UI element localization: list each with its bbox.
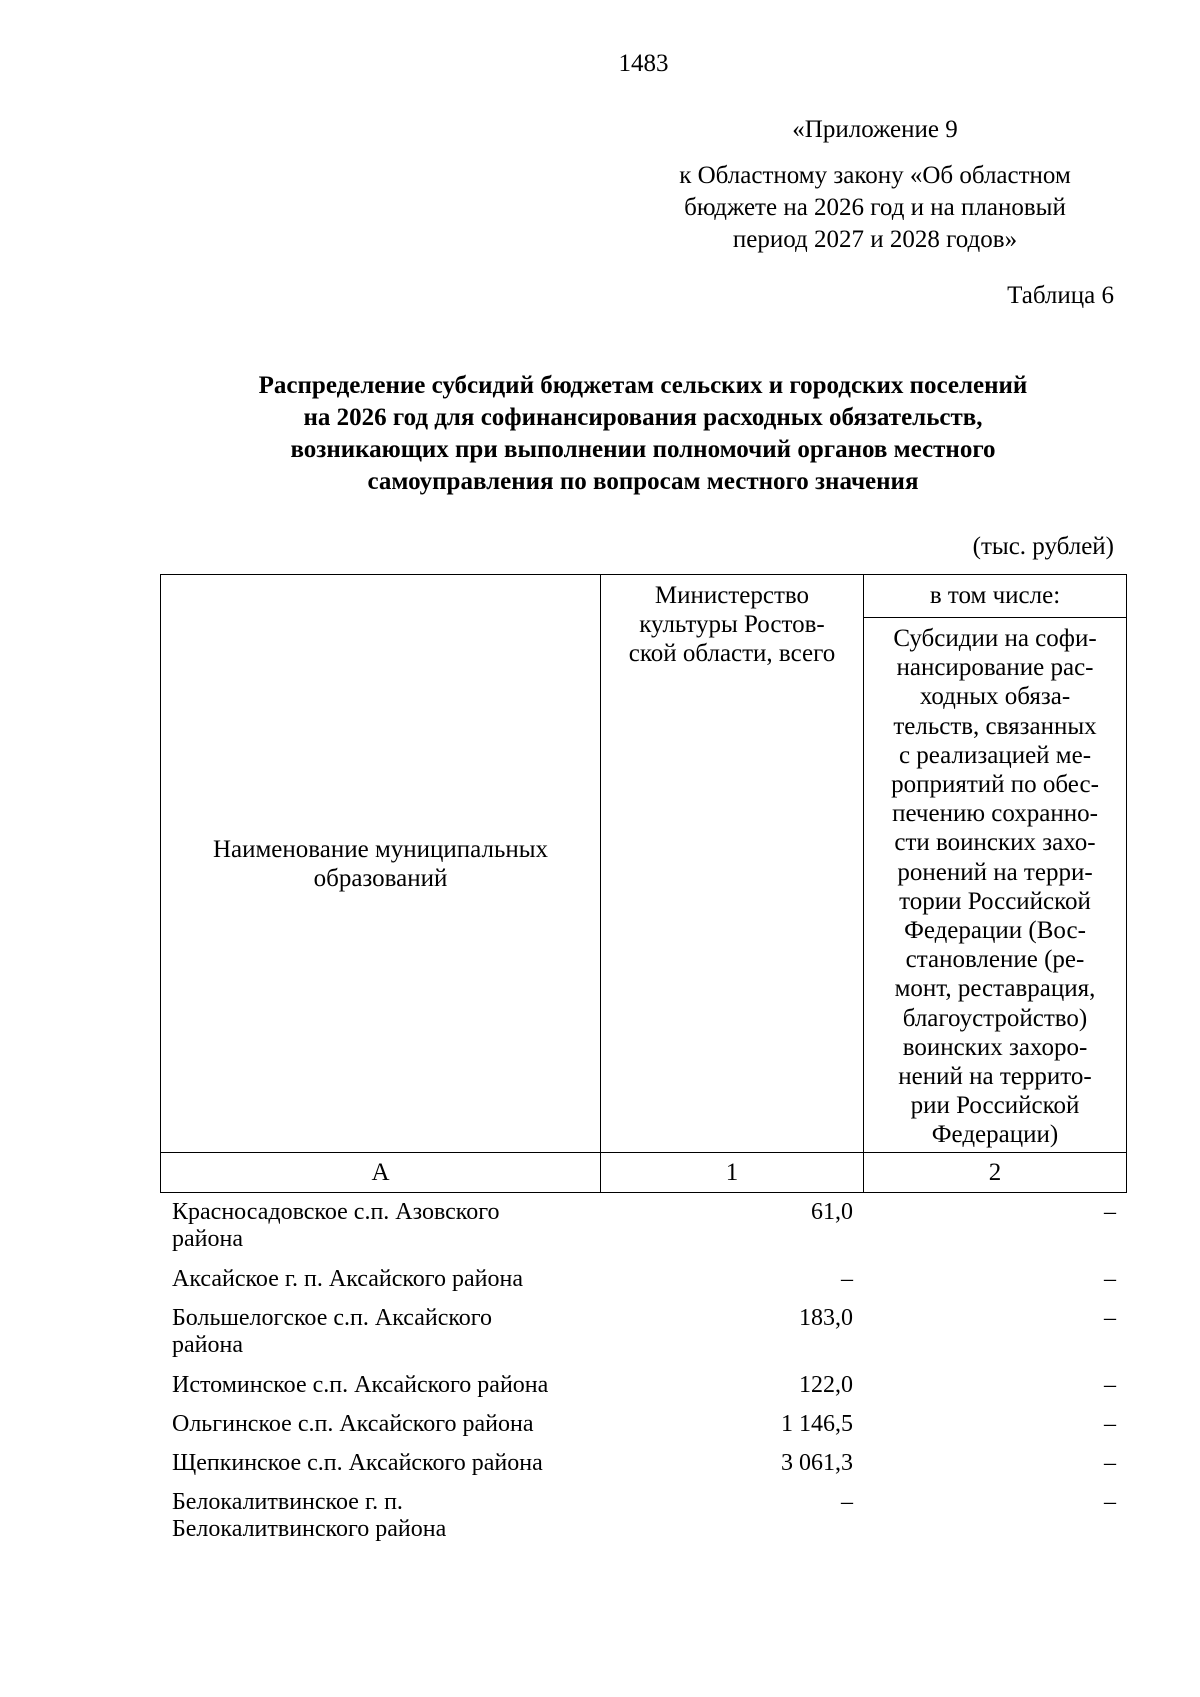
table-row [160,1199,1126,1266]
header-subsidy-line: благоустройство) [902,1004,1088,1032]
municipality-name-line: Белокалитвинского района [172,1516,447,1542]
header-subsidy-line: ронений на терри- [897,858,1093,886]
table-label: Таблица 6 [1007,282,1114,309]
municipality-name [172,1305,592,1359]
appendix-reference-line: период 2027 и 2028 годов» [732,226,1018,253]
subsidy-value: – [1104,1489,1116,1515]
subsidy-value: – [1104,1372,1116,1398]
units-label: (тыс. рублей) [972,533,1114,560]
header-subsidy-line: тории Российской [899,887,1091,915]
ministry-total-value: 122,0 [799,1372,853,1398]
document-title-line: на 2026 год для софинансирования расходных обязательств, [303,404,983,431]
header-cell-ministry-total: Министерство культуры Ростов- ской области, всего [601,575,864,1153]
header-subsidy-line: роприятий по обес- [891,771,1099,799]
index-cell-1: 1 [601,1153,864,1193]
header-subsidy-line: нений на террито- [898,1063,1092,1091]
header-cell-including: в том числе: [864,575,1127,618]
table-body [160,1199,1126,1556]
table-row [160,1372,1126,1411]
ministry-total-value: 1 146,5 [781,1411,853,1437]
table-row [160,1489,1126,1556]
header-subsidy-line: становление (ре- [905,946,1085,974]
appendix-reference-line: к Областному закону «Об областном [679,162,1071,189]
subsidy-value: – [1104,1411,1116,1437]
table-header [160,574,1127,1193]
table-row [160,1305,1126,1372]
municipality-name-line: Щепкинское с.п. Аксайского района [172,1450,543,1476]
header-subsidy-line: нансирование рас- [896,654,1094,682]
header-cell-subsidy [864,618,1127,1153]
header-cell-municipality: Наименование муниципальных образований [161,575,601,1153]
municipality-name-line: Аксайское г. п. Аксайского района [172,1266,524,1292]
header-subsidy-line: Субсидии на софи- [893,625,1097,652]
subsidy-value: – [1104,1199,1116,1225]
ministry-total-value: 183,0 [799,1305,853,1331]
table-row [160,1411,1126,1450]
header-subsidy-line: Федерации (Вос- [904,917,1086,945]
municipality-name [172,1372,592,1399]
table-row [160,1266,1126,1305]
header-subsidy-line: Федерации) [931,1121,1059,1149]
header-subsidy-line: печению сохранно- [892,800,1098,828]
header-subsidy-line: рии Российской [910,1092,1080,1120]
municipality-name [172,1489,592,1543]
document-title-line: Распределение субсидий бюджетам сельских и городских поселений [258,372,1028,399]
index-cell-2: 2 [864,1153,1127,1193]
municipality-name-line: Белокалитвинское г. п. [172,1489,403,1515]
appendix-title: «Приложение 9 [792,116,958,143]
ministry-total-value: 61,0 [811,1199,853,1225]
header-subsidy-line: воинских захоро- [902,1033,1088,1061]
header-subsidy-line: ходных обяза- [919,683,1071,711]
table-row [160,1450,1126,1489]
header-subsidy-line: сти воинских захо- [894,829,1096,857]
header-subsidy-line: тельств, связанных [893,712,1097,740]
appendix-reference-line: бюджете на 2026 год и на плановый [684,194,1066,221]
municipality-name-line: района [172,1332,243,1358]
municipality-name-line: Истоминское с.п. Аксайского района [172,1372,549,1398]
page-number: 1483 [618,50,669,77]
municipality-name [172,1199,592,1253]
subsidy-value: – [1104,1305,1116,1331]
header-subsidy-line: с реализацией ме- [898,741,1092,769]
header-subsidy-line: монт, реставрация, [894,975,1096,1003]
document-title [160,370,1126,498]
municipality-name-line: района [172,1226,243,1252]
ministry-total-value: – [841,1489,853,1515]
municipality-name [172,1411,592,1438]
municipality-name-line: Ольгинское с.п. Аксайского района [172,1411,534,1437]
subsidy-value: – [1104,1450,1116,1476]
ministry-total-value: – [841,1266,853,1292]
municipality-name [172,1266,592,1293]
appendix-reference [640,160,1110,256]
index-cell-a: А [161,1153,601,1193]
subsidy-value: – [1104,1266,1116,1292]
document-title-line: возникающих при выполнении полномочий органов местного [290,436,996,463]
ministry-total-value: 3 061,3 [781,1450,853,1476]
municipality-name-line: Большелогское с.п. Аксайского [172,1305,493,1331]
municipality-name [172,1450,592,1477]
document-title-line: самоуправления по вопросам местного значения [367,468,919,495]
municipality-name-line: Красносадовское с.п. Азовского [172,1199,500,1225]
